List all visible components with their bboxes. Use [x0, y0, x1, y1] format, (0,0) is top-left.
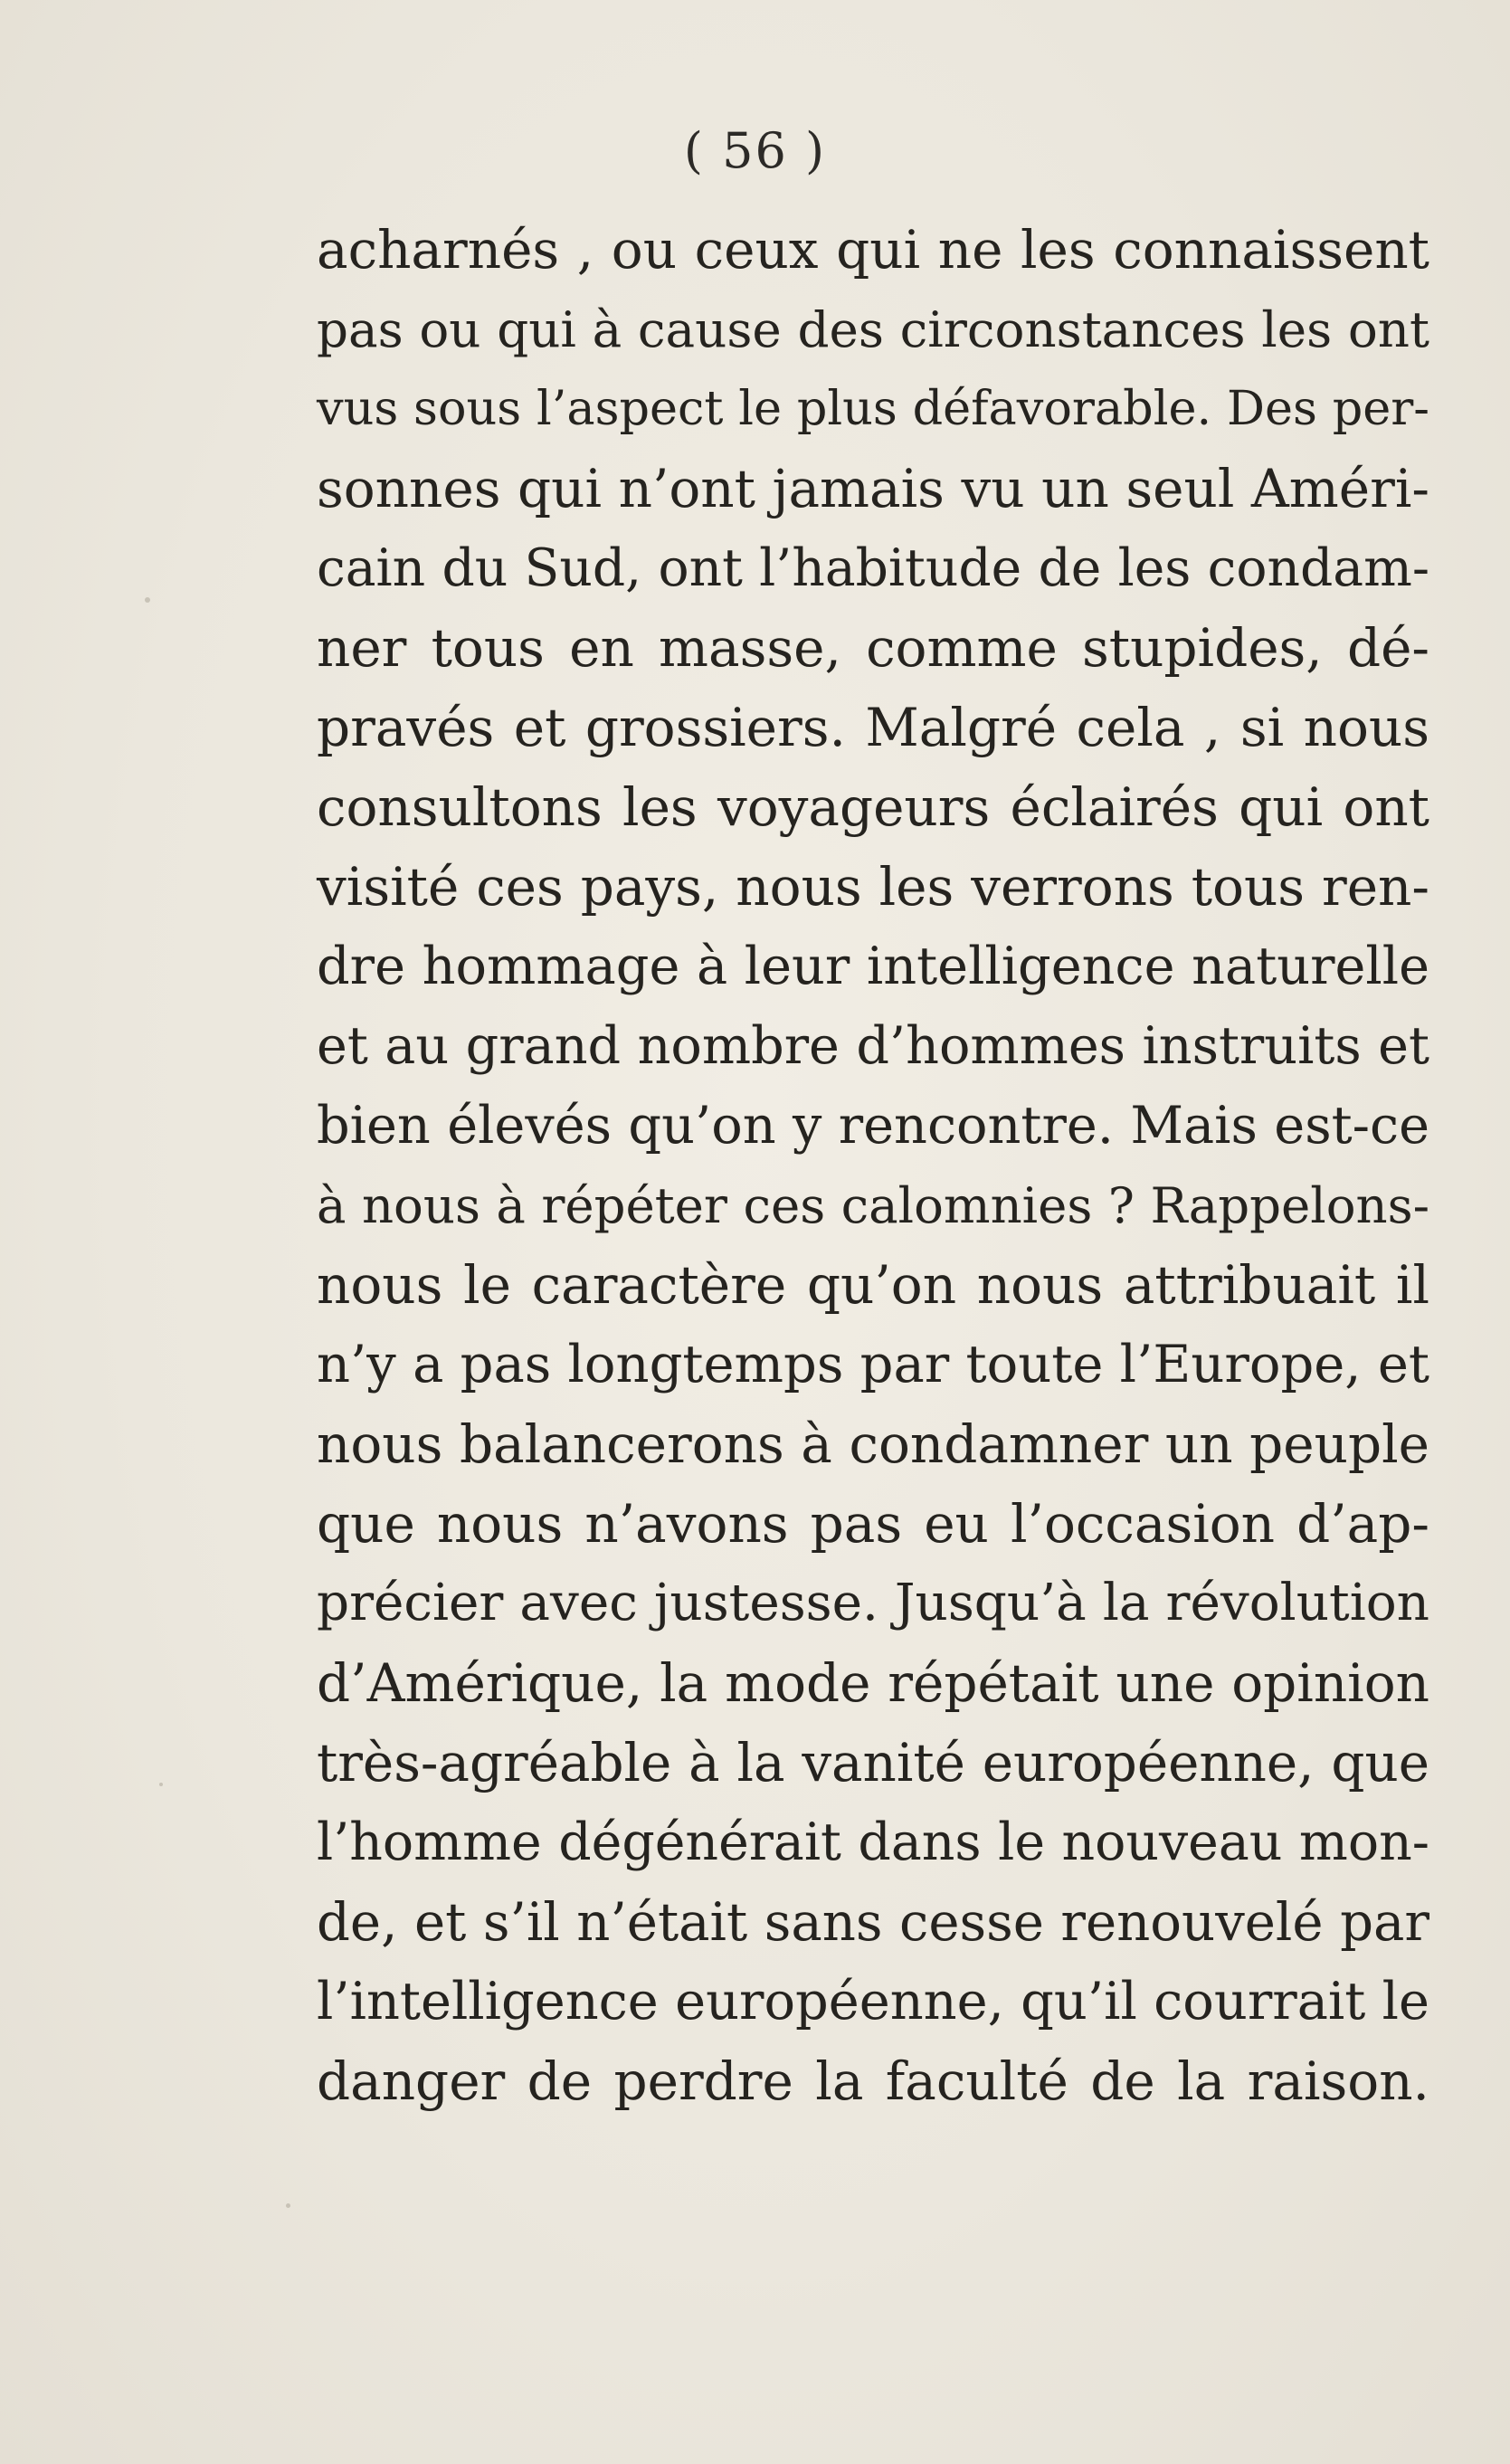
text-line: bien élevés qu’on y rencontre. Mais est-ce: [317, 1095, 1429, 1156]
text-line: acharnés , ou ceux qui ne les connaissent: [317, 219, 1429, 281]
text-line: n’y a pas longtemps par toute l’Europe, et: [317, 1334, 1429, 1394]
text-line: danger de perdre la faculté de la raison.: [317, 2050, 1429, 2112]
paper-speck: [159, 1783, 163, 1786]
paper-speck: [145, 597, 150, 603]
paper-speck: [286, 2203, 290, 2208]
text-line: visité ces pays, nous les verrons tous ren-: [317, 856, 1429, 918]
text-line: nous balancerons à condamner un peuple: [317, 1413, 1429, 1475]
text-line: l’intelligence européenne, qu’il courrait le: [317, 1971, 1429, 2031]
text-line: pravés et grossiers. Malgré cela , si nous: [317, 697, 1429, 758]
text-line: que nous n’avons pas eu l’occasion d’ap-: [317, 1493, 1429, 1555]
text-line: et au grand nombre d’hommes instruits et: [317, 1016, 1429, 1076]
text-line: très-agréable à la vanité européenne, que: [317, 1732, 1429, 1793]
text-line: l’homme dégénérait dans le nouveau mon-: [317, 1812, 1429, 1872]
text-line: de, et s’il n’était sans cesse renouvelé par: [317, 1891, 1429, 1953]
text-line: sonnes qui n’ont jamais vu un seul Améri-: [317, 458, 1429, 519]
text-line: ner tous en masse, comme stupides, dé-: [317, 617, 1429, 679]
body-text: [317, 210, 1429, 2121]
page-number: ( 56 ): [683, 122, 827, 179]
text-line: nous le caractère qu’on nous attribuait il: [317, 1254, 1429, 1316]
text-line: à nous à répéter ces calomnies ? Rappelons-: [317, 1176, 1429, 1234]
text-line: cain du Sud, ont l’habitude de les condam-: [317, 538, 1429, 598]
text-line: consultons les voyageurs éclairés qui ont: [317, 776, 1429, 838]
text-line: précier avec justesse. Jusqu’à la révolution: [317, 1574, 1429, 1632]
text-line: dre hommage à leur intelligence naturelle: [317, 936, 1429, 996]
text-line: d’Amérique, la mode répétait une opinion: [317, 1652, 1429, 1714]
text-line: vus sous l’aspect le plus défavorable. Des per-: [317, 381, 1429, 436]
text-line: pas ou qui à cause des circonstances les ont: [317, 300, 1429, 358]
